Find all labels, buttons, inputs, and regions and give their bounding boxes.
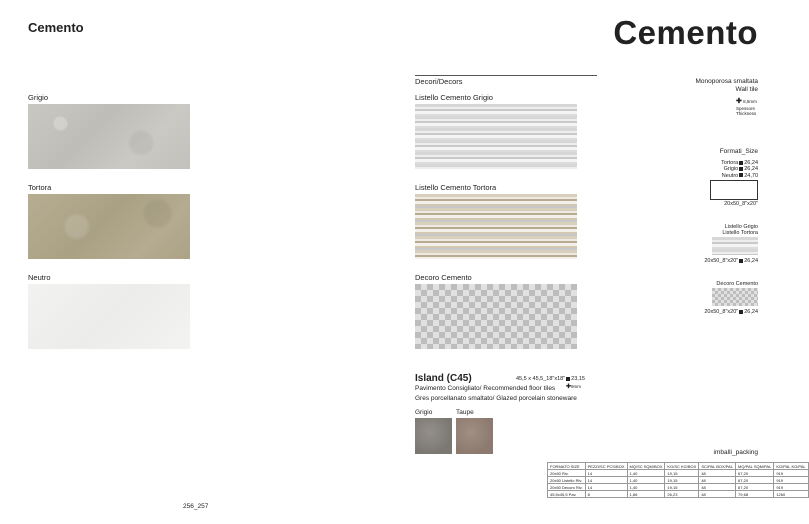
packing-cell: 48 [699,477,736,484]
price-square-icon [739,173,743,177]
packing-header-cell: MQ/SC SQM/BOX [627,463,665,470]
tile-label-tortora: Tortora [28,183,52,192]
table-row [548,470,809,477]
packing-cell: 1,66 [627,491,665,498]
packing-header-cell: FORMATO SIZE [548,463,586,470]
listello-thumb [712,237,758,255]
packing-cell: 48 [699,491,736,498]
listello-label-grigio: Listello Grigio [724,224,758,230]
price-square-icon [566,377,570,381]
packing-cell: 919 [774,477,808,484]
island-line2: Gres porcellanato smaltato/ Glazed porcelain stoneware [415,395,577,402]
listello-size-row [704,258,758,264]
thickness-value: 8,5mm [743,99,757,104]
decoro-thumb [712,288,758,306]
tile-label-neutro: Neutro [28,273,51,282]
packing-cell: 79,68 [736,491,774,498]
listello-label-tortora: Listello Tortora [722,230,758,237]
packing-cell: 14 [585,484,627,491]
format-outline-box [710,180,758,200]
packing-cell: 19,15 [665,484,699,491]
formati-name-tortora: Tortora [721,160,739,166]
island-thickness-row [566,384,581,391]
island-swatch-taupe [456,418,493,454]
island-swatch-grigio [415,418,452,454]
island-size: 45,5 x 45,5_18"x18" [516,376,566,382]
table-row [548,484,809,491]
formati-heading: Formati_Size [719,148,758,155]
price-square-icon [739,167,743,171]
packing-header-cell: PEZZI/SC PCS/BOX [585,463,627,470]
packing-cell: 14 [585,470,627,477]
thickness-label1: Spessore [736,106,756,112]
packing-cell: 20x50 Riv. [548,470,586,477]
packing-cell: 919 [774,484,808,491]
spec-line1: Monoporosa smaltata [695,78,758,85]
price-square-icon [739,259,743,263]
packing-heading: imballi_packing [713,449,758,456]
tile-swatch-grigio [28,104,190,169]
tile-swatch-tortora [28,194,190,259]
formati-name-neutro: Neutro [721,172,739,179]
packing-header-row [548,463,809,470]
listello-price: 26,24 [744,258,758,264]
packing-cell: 8 [585,491,627,498]
island-price: 23,15 [571,376,585,382]
packing-cell: 1260 [774,491,808,498]
island-size-row [516,376,585,382]
thickness-label2: Thickness [736,111,757,117]
decor-swatch-listello-tortora [415,194,577,259]
tile-label-grigio: Grigio [28,93,49,102]
packing-cell: 26,23 [665,491,699,498]
island-color-label-grigio: Grigio [415,409,433,416]
packing-cell: 20x50 Decoro Riv. [548,484,586,491]
packing-header-cell: SC/PAL BOX/PAL [699,463,736,470]
price-square-icon [739,161,743,165]
packing-cell: 19,15 [665,470,699,477]
decor-swatch-listello-grigio [415,104,577,169]
decor-swatch-decoro [415,284,577,349]
packing-cell: 48 [699,484,736,491]
listello-labels [722,224,758,237]
decor-label-listello-tortora: Listello Cemento Tortora [415,183,497,192]
formati-rows [721,160,758,179]
left-header: Cemento [28,20,84,35]
packing-cell: 919 [774,470,808,477]
packing-cell: 1,40 [627,477,665,484]
packing-cell: 14 [585,477,627,484]
packing-table [547,462,809,498]
island-title: Island (C45) [415,373,472,384]
formati-value-tortora: 26,24 [744,160,758,166]
table-row [548,477,809,484]
price-square-icon [739,310,743,314]
page-numbers: 256_257 [183,503,209,510]
decor-label-listello-grigio: Listello Cemento Grigio [415,93,493,102]
packing-cell: 19,15 [665,477,699,484]
formati-name-grigio: Grigio [723,166,739,173]
decors-rule [415,75,597,76]
packing-cell: 1,40 [627,484,665,491]
decor-label-decoro: Decoro Cemento [415,273,472,282]
decoro-size-row [704,309,758,315]
spec-block [695,78,758,94]
island-color-label-taupe: Taupe [456,409,474,416]
island-thickness: 9mm [571,384,582,389]
spec-line2: Wall tile [735,85,758,93]
decors-heading: Decori/Decors [415,77,463,86]
decoro-size: 20x50_8"x20" [704,309,739,315]
tile-swatch-neutro [28,284,190,349]
packing-cell: 48 [699,470,736,477]
thickness-block [736,98,758,116]
packing-cell: 20x50 Listello Riv. [548,477,586,484]
formati-value-grigio: 26,24 [744,166,758,173]
packing-cell: 1,40 [627,470,665,477]
decoro-price: 26,24 [744,309,758,315]
packing-cell: 67,20 [736,484,774,491]
formati-value-neutro: 24,70 [744,172,758,179]
table-row [548,491,809,498]
listello-size: 20x50_8"x20" [704,258,739,264]
packing-cell: 67,20 [736,470,774,477]
island-line1: Pavimento Consigliato/ Recommended floor tiles [415,385,556,392]
page-title: Cemento [613,14,758,51]
packing-cell: 67,20 [736,477,774,484]
packing-header-cell: KG/PAL KG/PAL [774,463,808,470]
packing-header-cell: KG/SC KG/BOX [665,463,699,470]
format-size: 20x50_8"x20" [724,201,758,207]
decoro-label: Decoro Cemento [716,281,758,287]
thickness-cross-icon: ✚ [736,98,742,105]
packing-cell: 45,5x45,5 Pav. [548,491,586,498]
packing-header-cell: MQ/PAL SQM/PAL [736,463,774,470]
thickness-cross-icon: ✚ [566,384,572,390]
